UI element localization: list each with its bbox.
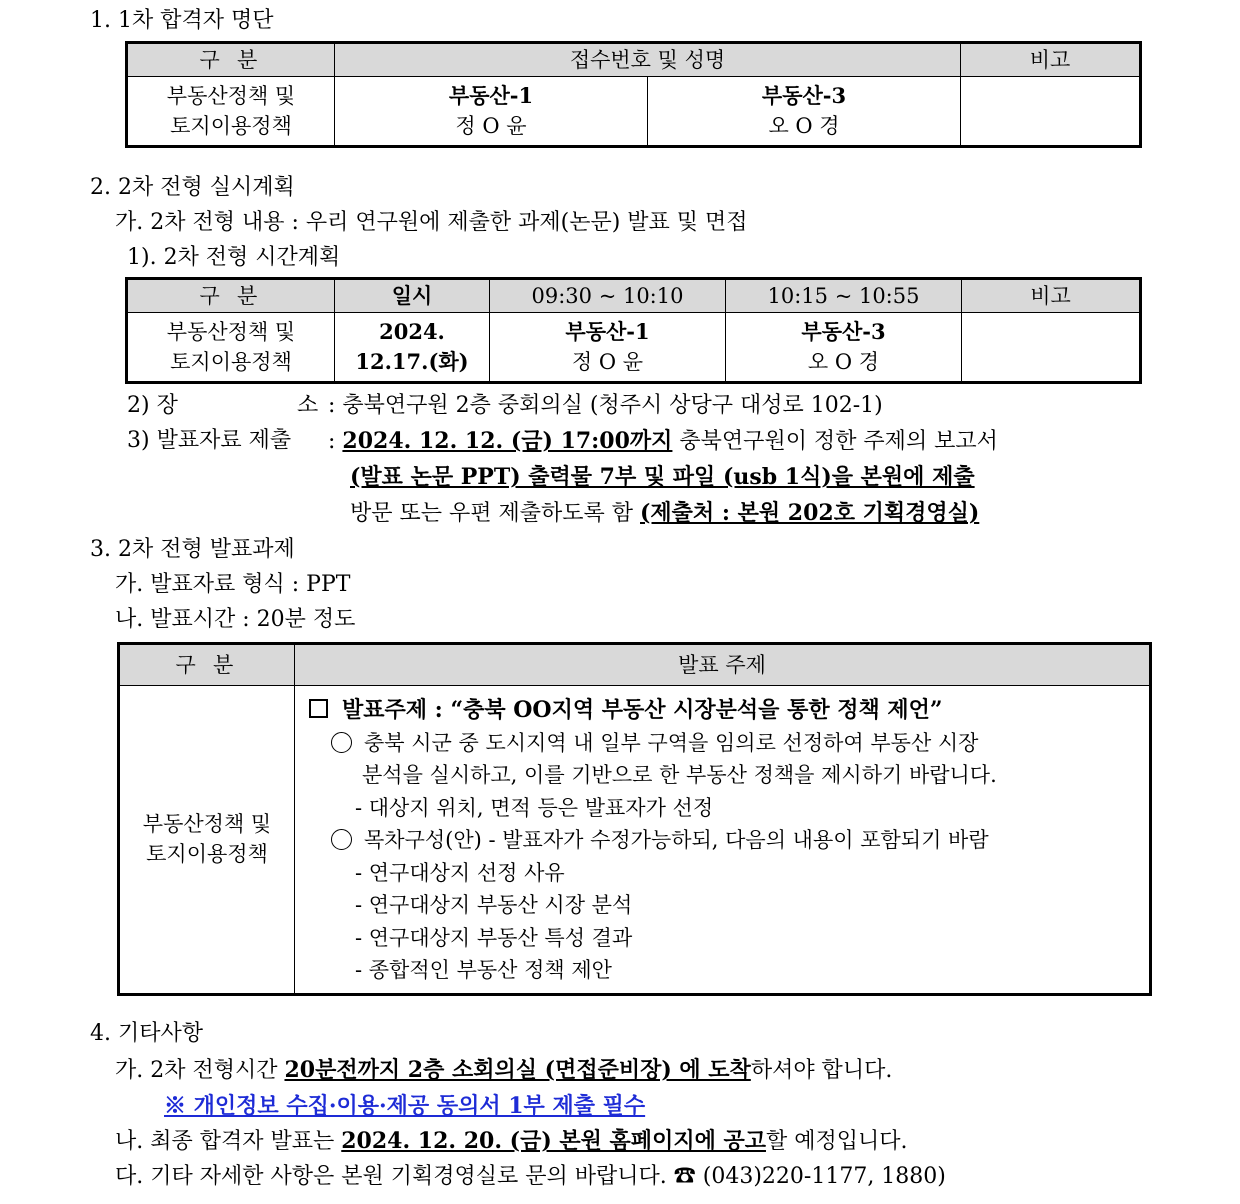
bullet-2-text: 목차구성(안) - 발표자가 수정가능하되, 다음의 내용이 포함되기 바람 xyxy=(364,828,989,852)
bullet-1-line-2: 분석을 실시하고, 이를 기반으로 한 부동산 정책을 제시하기 바랍니다. xyxy=(362,763,997,787)
section-1-heading: 1. 1차 합격자 명단 xyxy=(90,8,274,33)
da-text: 다. 기타 자세한 사항은 본원 기획경영실로 문의 바랍니다. xyxy=(115,1164,674,1189)
date-line-2: 12.17.(화) xyxy=(355,349,469,374)
topic-title-row xyxy=(309,694,1139,727)
section-3-item-na: 나. 발표시간 : 20분 정도 xyxy=(115,607,356,632)
ga-prefix: 가. 2차 전형시간 xyxy=(115,1058,285,1083)
place-value: : 충북연구원 2층 중회의실 (청주시 상당구 대성로 102-1) xyxy=(328,393,883,418)
section-4-heading: 4. 기타사항 xyxy=(90,1021,203,1046)
candidate-name: 정 O 윤 xyxy=(571,350,644,374)
col-header-slot-2: 10:15 ~ 10:55 xyxy=(726,279,962,313)
section-3-item-ga: 가. 발표자료 형식 : PPT xyxy=(115,572,351,597)
category-line-1: 부동산정책 및 xyxy=(142,812,272,837)
col-header-note: 비고 xyxy=(961,43,1141,77)
category-line-2: 토지이용정책 xyxy=(170,350,292,374)
candidate-code: 부동산-3 xyxy=(761,83,847,108)
category-line-2: 토지이용정책 xyxy=(146,842,268,867)
phone-icon: ☎ xyxy=(673,1164,696,1189)
category-cell xyxy=(127,313,335,383)
first-round-table xyxy=(125,41,1142,148)
submit-row-1 xyxy=(328,426,998,456)
col-header-note: 비고 xyxy=(962,279,1141,313)
section-3-heading: 3. 2차 전형 발표과제 xyxy=(90,537,295,562)
bullet-2-sub: - 종합적인 부동산 정책 제안 xyxy=(355,958,612,982)
col-header-slot-1: 09:30 ~ 10:10 xyxy=(490,279,726,313)
candidate-cell xyxy=(648,77,961,147)
na-suffix: 할 예정입니다. xyxy=(765,1129,908,1154)
category-line-1: 부동산정책 및 xyxy=(166,320,296,344)
submit-colon: : xyxy=(328,429,336,454)
bullet-1-sub: - 대상지 위치, 면적 등은 발표자가 선정 xyxy=(355,795,714,820)
submit-row-3 xyxy=(350,498,979,528)
note-cell xyxy=(962,313,1141,383)
place-label-2: 소 xyxy=(297,393,319,418)
category-cell xyxy=(127,77,335,147)
submit-label: 3) 발표자료 제출 xyxy=(127,428,292,453)
bullet-2-sub: - 연구대상지 부동산 시장 분석 xyxy=(355,893,633,917)
presentation-topic-table xyxy=(117,642,1152,996)
col-header-category: 구 분 xyxy=(127,43,335,77)
col-header-category: 구 분 xyxy=(127,279,335,313)
bullet-2-sub: - 연구대상지 선정 사유 xyxy=(355,860,565,885)
circle-bullet-icon xyxy=(331,732,352,753)
candidate-cell xyxy=(335,77,648,147)
candidate-name: 정 O 윤 xyxy=(455,114,527,138)
bullet-2-row xyxy=(309,824,1139,857)
circle-bullet-icon xyxy=(331,829,352,850)
col-header-topic: 발표 주제 xyxy=(295,644,1151,686)
category-line-2: 토지이용정책 xyxy=(170,114,292,138)
na-prefix: 나. 최종 합격자 발표는 xyxy=(115,1129,342,1154)
candidate-code: 부동산-1 xyxy=(448,83,534,108)
privacy-consent-notice: ※ 개인정보 수집·이용·제공 동의서 1부 제출 필수 xyxy=(164,1093,646,1119)
section-2-heading: 2. 2차 전형 실시계획 xyxy=(90,175,295,200)
col-header-category: 구 분 xyxy=(119,644,295,686)
topic-title: 발표주제 : “충북 OO지역 부동산 시장분석을 통한 정책 제언” xyxy=(342,697,943,723)
ga-arrival-notice: 20분전까지 2층 소회의실 (면접준비장) 에 도착 xyxy=(284,1057,751,1083)
submit-row-2: (발표 논문 PPT) 출력물 7부 및 파일 (usb 1식)을 본원에 제출 xyxy=(350,464,975,490)
second-round-schedule-table xyxy=(125,277,1142,384)
ga-suffix: 하셔야 합니다. xyxy=(750,1058,893,1083)
date-cell xyxy=(335,313,490,383)
contact-numbers: (043)220-1177, 1880) xyxy=(695,1164,946,1189)
section-4-item-na xyxy=(115,1126,907,1156)
submit-deadline: 2024. 12. 12. (금) 17:00까지 xyxy=(342,428,673,454)
bullet-2-sub: - 연구대상지 부동산 특성 결과 xyxy=(355,925,633,950)
section-4-item-da xyxy=(115,1162,946,1192)
section-2-sub1: 1). 2차 전형 시간계획 xyxy=(127,245,341,270)
topic-cell xyxy=(295,686,1151,995)
col-header-date: 일시 xyxy=(335,279,490,313)
place-label: 2) 장 xyxy=(127,393,178,418)
date-line-1: 2024. xyxy=(379,319,445,344)
category-cell xyxy=(119,686,295,995)
submit-destination: (제출처 : 본원 202호 기획경영실) xyxy=(640,500,980,526)
section-2-item-ga: 가. 2차 전형 내용 : 우리 연구원에 제출한 과제(논문) 발표 및 면접 xyxy=(115,210,748,235)
note-cell xyxy=(961,77,1141,147)
slot-cell xyxy=(490,313,726,383)
bullet-1-row xyxy=(309,727,1139,760)
candidate-name: 오 O 경 xyxy=(807,350,880,374)
slot-cell xyxy=(726,313,962,383)
submit-method: 방문 또는 우편 제출하도록 함 xyxy=(350,501,640,526)
checkbox-square-icon xyxy=(309,699,328,718)
candidate-name: 오 O 경 xyxy=(768,114,840,138)
na-announcement: 2024. 12. 20. (금) 본원 홈페이지에 공고 xyxy=(341,1128,766,1154)
section-4-item-ga xyxy=(115,1055,892,1085)
candidate-code: 부동산-1 xyxy=(565,319,650,344)
bullet-1-line-1: 충북 시군 중 도시지역 내 일부 구역을 임의로 선정하여 부동산 시장 xyxy=(364,730,979,755)
candidate-code: 부동산-3 xyxy=(801,319,886,344)
col-header-applicants: 접수번호 및 성명 xyxy=(335,43,961,77)
category-line-1: 부동산정책 및 xyxy=(166,84,296,108)
submit-rest: 충북연구원이 정한 주제의 보고서 xyxy=(672,429,998,454)
